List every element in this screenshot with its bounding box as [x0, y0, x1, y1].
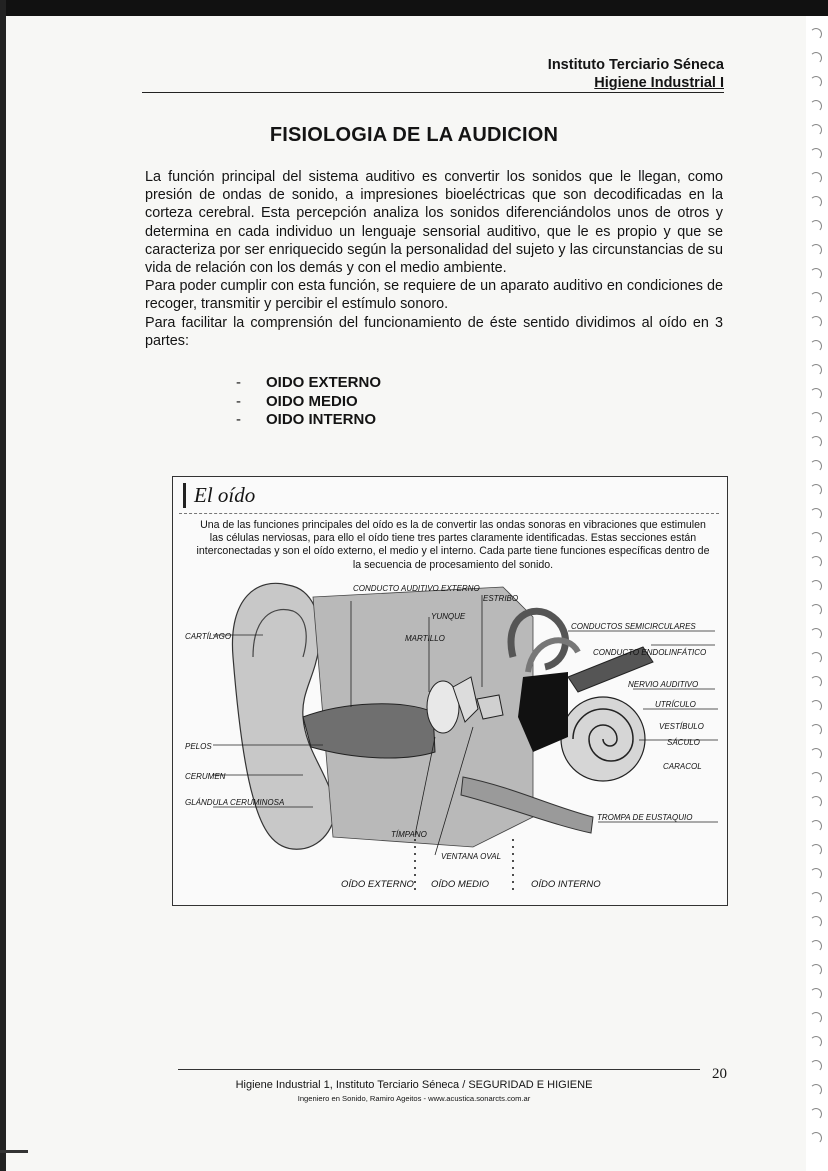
header-rule: [142, 92, 724, 93]
footer-line1: Higiene Industrial 1, Instituto Terciario Séneca / SEGURIDAD E HIGIENE: [235, 1079, 593, 1091]
label-conducto-auditivo: CONDUCTO AUDITIVO EXTERNO: [353, 584, 480, 593]
label-yunque: YUNQUE: [431, 612, 466, 621]
scan-edge-top: [0, 0, 828, 16]
footer-rule: [178, 1069, 700, 1070]
label-oido-externo: OÍDO EXTERNO: [341, 879, 414, 890]
paragraph: Para poder cumplir con esta función, se requiere de un aparato auditivo en condiciones de recoger, transmitir y percibir el estímulo sonoro.: [145, 278, 723, 313]
label-oido-interno: OÍDO INTERNO: [531, 879, 601, 890]
footer-line2: Ingeniero en Sonido, Ramiro Ageitos - www.acustica.sonarcts.com.ar: [297, 1094, 531, 1103]
body-text: [145, 168, 723, 350]
list-item: - OIDO INTERNO: [236, 411, 377, 428]
figure-caption: Una de las funciones principales del oído es la de convertir las ondas sonoras en vibraciones que estimulen las células nerviosas, para ello el oído tiene tres partes claramente identificadas. Estas secciones están interconectadas y son el oído externo, el medio y el interno. Cada parte tiene funciones específicas dentro de la secuencia de procesamiento del sonido.: [196, 519, 710, 571]
scan-mark: [0, 1150, 28, 1153]
label-pelos: PELOS: [185, 742, 212, 751]
label-endolinfatico: CONDUCTO ENDOLINFÁTICO: [593, 648, 707, 657]
list-item: - OIDO EXTERNO: [236, 374, 382, 391]
paragraph: La función principal del sistema auditivo es convertir los sonidos que le llegan, como presión de ondas de sonido, a impresiones bioeléctricas que son decodificadas en la corteza cerebral. Esta percepción analiza los sonidos diferenciándolos unos de otros y determina en cada individuo un lenguaje sensorial auditivo, que le es propio y que se caracteriza por ser enriquecido según la personalidad del sujeto y las circunstancias de su vida de relación con los demás y con el medio ambiente.: [145, 169, 723, 277]
figure-rule: [179, 513, 719, 514]
ear-figure: [172, 476, 728, 906]
label-glandula: GLÁNDULA CERUMINOSA: [185, 798, 285, 807]
spiral-binding: [806, 28, 822, 1158]
label-trompa: TROMPA DE EUSTAQUIO: [597, 813, 693, 822]
page-header: [142, 56, 724, 92]
label-utriculo: UTRÍCULO: [655, 700, 696, 709]
header-institution: Instituto Terciario Séneca: [547, 57, 724, 73]
label-caracol: CARACOL: [663, 762, 702, 771]
label-vestibulo: VESTÍBULO: [659, 722, 704, 731]
label-semicirculares: CONDUCTOS SEMICIRCULARES: [571, 622, 696, 631]
label-saculo: SÁCULO: [667, 738, 700, 747]
label-oido-medio: OÍDO MEDIO: [431, 879, 490, 890]
label-nervio: NERVIO AUDITIVO: [628, 680, 699, 689]
label-martillo: MARTILLO: [405, 634, 445, 643]
paragraph: Para facilitar la comprensión del funcionamiento de éste sentido dividimos al oído en 3 partes:: [145, 314, 723, 349]
label-ventana: VENTANA OVAL: [441, 852, 502, 861]
page-title: FISIOLOGIA DE LA AUDICION: [269, 124, 559, 146]
label-timpano: TÍMPANO: [391, 830, 427, 839]
page-number: 20: [712, 1066, 727, 1082]
label-cartilago: CARTÍLAGO: [185, 632, 232, 641]
ear-parts-list: [236, 374, 381, 430]
label-estribo: ESTRIBO: [483, 594, 519, 603]
list-item: - OIDO MEDIO: [236, 392, 358, 410]
header-course: Higiene Industrial I: [594, 75, 724, 91]
figure-title: El oído: [183, 483, 255, 508]
label-cerumen: CERUMEN: [185, 772, 226, 781]
